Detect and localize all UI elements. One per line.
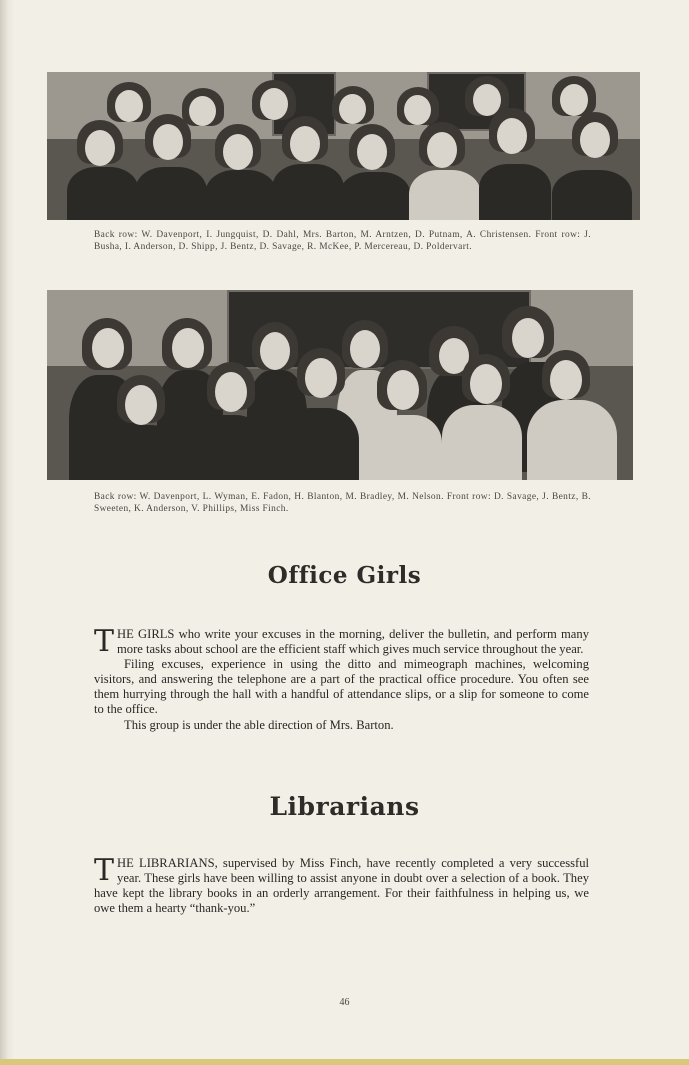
librarians-paragraph-1: THE LIBRARIANS, supervised by Miss Finch, have recently completed a very successful year. These girls have been willing to assist anyone in doubt over a selection of a book. They have kept the library books in an orderly arrangement. For their faithfulness in helping us, we owe them a hearty “thank-you.” (94, 853, 589, 916)
page-number: 46 (339, 997, 350, 1008)
office-girls-text (94, 624, 589, 733)
office-girls-paragraph-2: Filing excuses, experience in using the ditto and mimeograph machines, welcoming visitors, and answering the telephone are a part of the practical office procedure. You often see them hurrying through the hall with a handful of attendance slips, or a slip for someone to come to the office. (94, 657, 589, 717)
librarians-text (94, 853, 589, 916)
page-bottom-edge (0, 1059, 689, 1065)
office-girls-paragraph-3: This group is under the able direction of Mrs. Barton. (124, 717, 394, 732)
librarians-heading: Librarians (269, 792, 420, 821)
office-girls-paragraph-1: THE GIRLS who write your excuses in the morning, deliver the bulletin, and perform many more tasks about school are the efficient staff which gives much service throughout the year. (94, 624, 589, 659)
librarians-dropcap: T (94, 853, 115, 888)
librarians-photo-caption: Back row: W. Davenport, L. Wyman, E. Fadon, H. Blanton, M. Bradley, M. Nelson. Front row: D. Savage, J. Bentz, B. Sweeten, K. Anderson, V. Phillips, Miss Finch. (94, 492, 591, 514)
office-dropcap: T (94, 624, 115, 659)
office-girls-heading: Office Girls (267, 562, 422, 589)
page-binding-edge (0, 0, 14, 1065)
office-photo-caption: Back row: W. Davenport, I. Jungquist, D. Dahl, Mrs. Barton, M. Arntzen, D. Putnam, A. Christensen. Front row: J. Busha, I. Anderson, D. Shipp, J. Bentz, D. Savage, R. McKee, P. Mercereau, D. Poldervart. (94, 230, 591, 252)
office-girls-photo (47, 72, 640, 220)
librarians-photo (47, 290, 633, 480)
